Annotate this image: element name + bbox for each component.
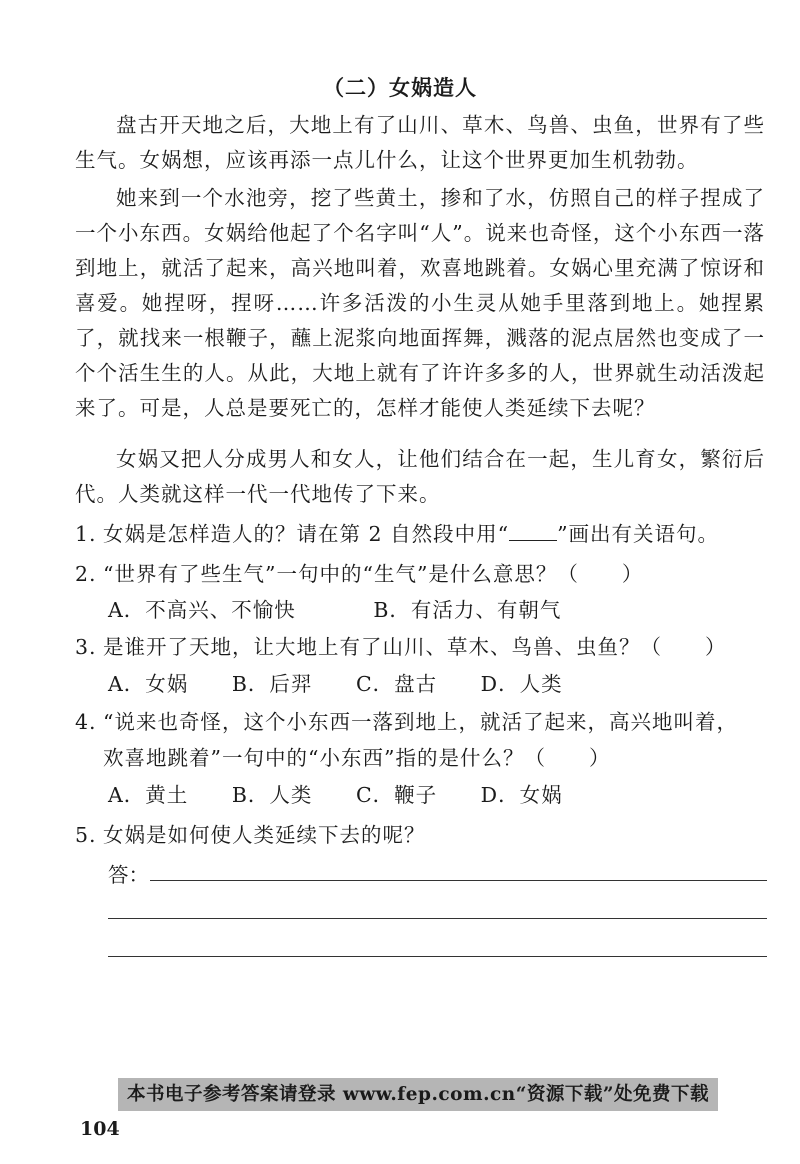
question-4-text-line-2: 欢喜地跳着”一句中的“小东西”指的是什么？（ ） [103,746,611,770]
question-3 [75,630,775,665]
question-3-options [108,667,758,702]
footer-banner: 本书电子参考答案请登录 www.fep.com.cn“资源下载”处免费下载 [118,1078,718,1111]
passage-paragraph-1: 盘古开天地之后，大地上有了山川、草木、鸟兽、虫鱼，世界有了些生气。女娲想，应该再添一点儿什么，让这个世界更加生机勃勃。 [75,113,765,172]
question-5-text: 女娲是如何使人类延续下去的呢？ [103,823,426,847]
question-4-option-c[interactable]: C．鞭子 [355,783,438,807]
question-5-number: 5. [75,823,97,847]
page-number: 104 [80,1118,120,1140]
question-4-text-line-1: “说来也奇怪，这个小东西一落到地上，就活了起来，高兴地叫着， [103,710,738,734]
question-2-text: “世界有了些生气”一句中的“生气”是什么意思？（ ） [103,562,644,586]
question-3-option-a[interactable]: A．女娲 [108,672,189,696]
question-1-number: 1. [75,522,97,546]
question-4-option-a[interactable]: A．黄土 [108,783,189,807]
question-2 [75,557,775,592]
passage-paragraph-3: 女娲又把人分成男人和女人，让他们结合在一起，生儿育女，繁衍后代。人类就这样一代一代地传了下来。 [75,447,765,506]
question-3-option-d[interactable]: D．人类 [480,672,563,696]
question-4-option-b[interactable]: B．人类 [231,783,313,807]
question-4-option-d[interactable]: D．女娲 [480,783,563,807]
question-2-option-b[interactable]: B．有活力、有朝气 [373,598,562,622]
question-2-option-a[interactable]: A．不高兴、不愉快 [108,598,296,622]
passage-paragraph-2: 她来到一个水池旁，挖了些黄土，掺和了水，仿照自己的样子捏成了一个小东西。女娲给他起了个名字叫“人”。说来也奇怪，这个小东西一落到地上，就活了起来，高兴地叫着，欢喜地跳着。女娲心里充满了惊讶和喜爱。她捏呀，捏呀……许多活泼的小生灵从她手里落到地上。她捏累了，就找来一根鞭子，蘸上泥浆向地面挥舞，溅落的泥点居然也变成了一个个活生生的人。从此，大地上就有了许许多多的人，世界就生动活泼起来了。可是，人总是要死亡的，怎样才能使人类延续下去呢？ [75,186,765,420]
question-4-number: 4. [75,710,97,734]
question-4 [75,705,775,740]
answer-line-1[interactable] [150,880,767,881]
question-3-number: 3. [75,635,97,659]
question-1 [75,517,775,552]
question-1-text-before: 女娲是怎样造人的？请在第 2 自然段中用“ [103,522,510,546]
answer-line-3[interactable] [108,956,767,957]
question-1-underline-sample [509,520,557,541]
question-4-options [108,778,758,813]
question-2-number: 2. [75,562,97,586]
answer-label: 答： [108,863,149,887]
answer-line-2[interactable] [108,918,767,919]
question-3-text: 是谁开了天地，让大地上有了山川、草木、鸟兽、虫鱼？（ ） [103,635,727,659]
question-4-continued [75,741,800,776]
passage-title: （二）女娲造人 [323,76,477,100]
question-3-option-b[interactable]: B．后羿 [231,672,313,696]
question-1-text-after: ”画出有关语句。 [557,522,720,546]
question-5 [75,818,775,853]
question-3-option-c[interactable]: C．盘古 [355,672,438,696]
question-2-options [108,593,758,628]
